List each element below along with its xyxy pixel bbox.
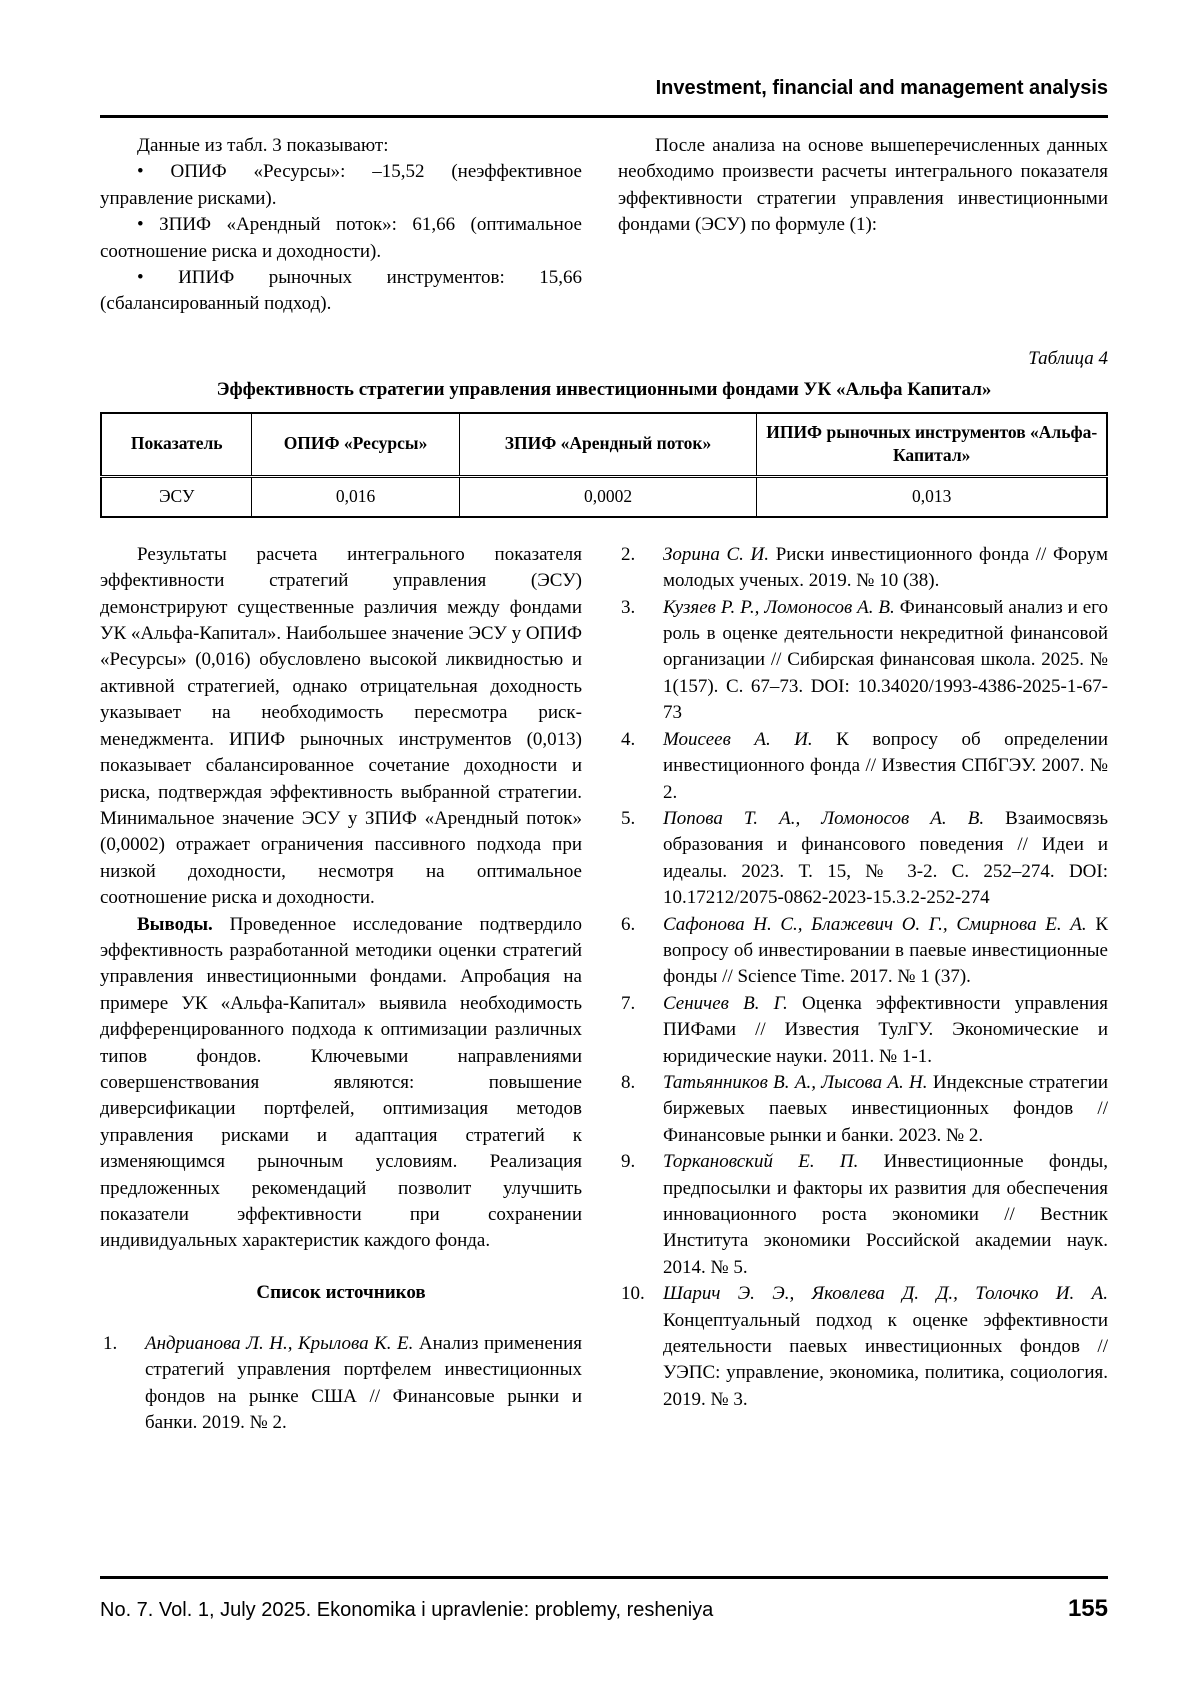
reference-text: Финансовый анализ и его роль в оценке деятельности некредитной финансовой организации // Сибирская финансовая школа. 2025. № 1(157). С. 67–73. DOI: 10.34020/1993-4386-2025-1-67-73 (663, 596, 1109, 724)
reference-text: К вопросу об инвестировании в паевые инвестиционные фонды // Science Time. 2017. № 1 (37). (663, 913, 1109, 988)
table-header-cell: ЗПИФ «Арендный поток» (459, 413, 757, 477)
body-right-column (618, 542, 1108, 1437)
reference-number: 8. (621, 1071, 636, 1093)
conclusions-label: Выводы. (137, 913, 213, 935)
conclusions-text: Проведенное исследование подтвердило эффективность разработанной методики оценки стратегий управления инвестиционными фондами. Апробация на примере УК «Альфа-Капитал» выявила необходимость дифференцированного подхода к оптимизации различных типов фондов. Ключевыми направлениями совершенствования являются: повышение диверсификации портфелей, оптимизация методов управления рисками и адаптация стратегий к изменяющимся рыночным условиям. Реализация предложенных рекомендаций позволит улучшить показатели эффективности при сохранении индивидуальных характеристик каждого фонда. (100, 913, 583, 1252)
journal-info: No. 7. Vol. 1, July 2025. Ekonomika i upravlenie: problemy, resheniya (100, 1599, 714, 1621)
reference-item (618, 806, 1108, 912)
table-header-cell: Показатель (101, 413, 252, 477)
table-header-cell: ОПИФ «Ресурсы» (252, 413, 459, 477)
reference-authors: Татьянников В. А., Лысова А. Н. (663, 1071, 928, 1093)
reference-item (618, 595, 1108, 727)
reference-item (100, 1331, 582, 1437)
body-section (100, 542, 1108, 1437)
reference-text: Риски инвестиционного фонда // Форум молодых ученых. 2019. № 10 (38). (663, 543, 1109, 592)
reference-text: Индексные стратегии биржевых паевых инвестиционных фондов // Финансовые рынки и банки. 2023. № 2. (663, 1071, 1108, 1146)
intro-right-column (618, 133, 1108, 318)
reference-authors: Попова Т. А., Ломоносов А. В. (663, 807, 985, 829)
table-title: Эффективность стратегии управления инвестиционными фондами УК «Альфа Капитал» (216, 378, 992, 400)
effectiveness-table (100, 412, 1108, 518)
reference-authors: Сафонова Н. С., Блажевич О. Г., Смирнова Е. А. (663, 913, 1087, 935)
reference-item (618, 1149, 1108, 1281)
table-cell-esu: ЭСУ (101, 476, 252, 517)
page-footer (100, 1576, 1108, 1623)
intro-right-paragraph: После анализа на основе вышеперечисленных данных необходимо произвести расчеты интегрального показателя эффективности стратегии управления инвестиционными фондами (ЭСУ) по формуле (1): (618, 135, 1108, 236)
reference-text: Оценка эффективности управления ПИФами // Известия ТулГУ. Экономические и юридические науки. 2011. № 1-1. (663, 992, 1108, 1067)
header-rule (100, 115, 1108, 118)
footer-rule (100, 1576, 1108, 1579)
reference-number: 10. (621, 1283, 645, 1305)
reference-authors: Шарич Э. Э., Яковлева Д. Д., Толочко И. А. (663, 1283, 1108, 1305)
intro-section (100, 133, 1108, 318)
reference-item (618, 1070, 1108, 1149)
body-left-column (100, 542, 582, 1437)
reference-authors: Торкановский Е. П. (663, 1151, 859, 1173)
table-caption: Таблица 4 (1028, 347, 1108, 369)
reference-authors: Зорина С. И. (663, 543, 770, 565)
table-cell-value: 0,013 (757, 476, 1107, 517)
reference-text: К вопросу об определении инвестиционного фонда // Известия СПбГЭУ. 2007. № 2. (663, 728, 1109, 803)
table-section (100, 348, 1108, 518)
reference-text: Взаимосвязь образования и финансового поведения // Идеи и идеалы. 2023. Т. 15, № 3-2. С. 252–274. DOI: 10.17212/2075-0862-2023-15.3.2-252-274 (663, 807, 1108, 909)
reference-number: 1. (103, 1332, 118, 1354)
running-head: Investment, financial and management analysis (655, 77, 1108, 99)
bullet-ipif: • ИПИФ рыночных инструментов: 15,66 (сбалансированный подход). (100, 267, 582, 315)
table-cell-value: 0,0002 (459, 476, 757, 517)
reference-number: 6. (621, 913, 636, 935)
reference-item (618, 991, 1108, 1070)
reference-item (618, 542, 1108, 595)
reference-item (618, 1281, 1108, 1413)
results-paragraph: Результаты расчета интегрального показателя эффективности стратегий управления (ЭСУ) демонстрируют существенные различия между фондами УК «Альфа-Капитал». Наибольшее значение ЭСУ у ОПИФ «Ресурсы» (0,016) обусловлено высокой ликвидностью и активной стратегией, однако отрицательная доходность указывает на необходимость пересмотра риск-менеджмента. ИПИФ рыночных инструментов (0,013) показывает сбалансированное сочетание доходности и риска, подтверждая эффективность выбранной стратегии. Минимальное значение ЭСУ у ЗПИФ «Арендный поток» (0,0002) отражает ограничения пассивного подхода при низкой доходности, несмотря на оптимальное соотношение риска и доходности. (100, 543, 582, 909)
references-heading: Список источников (256, 1281, 426, 1303)
reference-number: 4. (621, 728, 636, 750)
reference-authors: Сеничев В. Г. (663, 992, 788, 1014)
reference-text: Концептуальный подход к оценке эффективности деятельности паевых инвестиционных фондов // УЭПС: управление, экономика, политика, социология. 2019. № 3. (663, 1309, 1108, 1410)
bullet-opif: • ОПИФ «Ресурсы»: –15,52 (неэффективное управление рисками). (100, 161, 582, 209)
reference-item (618, 727, 1108, 806)
reference-number: 3. (621, 596, 636, 618)
reference-number: 5. (621, 807, 636, 829)
table-cell-value: 0,016 (252, 476, 459, 517)
reference-text: Анализ применения стратегий управления портфелем инвестиционных фондов на рынке США // Финансовые рынки и банки. 2019. № 2. (145, 1332, 582, 1434)
reference-authors: Андрианова Л. Н., Крылова К. Е. (145, 1332, 414, 1354)
intro-left-column (100, 133, 582, 318)
reference-text: Инвестиционные фонды, предпосылки и факторы их развития для обеспечения инновационного роста экономики // Вестник Института экономики Российской академии наук. 2014. № 5. (663, 1151, 1109, 1278)
conclusions-paragraph (100, 912, 582, 1255)
reference-number: 2. (621, 543, 636, 565)
table-header-cell: ИПИФ рыночных инструментов «Альфа-Капитал» (757, 413, 1107, 477)
page-number: 155 (1067, 1595, 1108, 1622)
table-header-row (101, 413, 1107, 477)
reference-item (618, 912, 1108, 991)
reference-authors: Кузяев Р. Р., Ломоносов А. В. (663, 596, 895, 618)
reference-authors: Моисеев А. И. (663, 728, 813, 750)
intro-lead-paragraph: Данные из табл. 3 показывают: (137, 135, 389, 156)
reference-number: 7. (621, 992, 636, 1014)
reference-number: 9. (621, 1151, 636, 1173)
bullet-zpif: • ЗПИФ «Арендный поток»: 61,66 (оптимальное соотношение риска и доходности). (100, 214, 582, 262)
table-row (101, 476, 1107, 517)
